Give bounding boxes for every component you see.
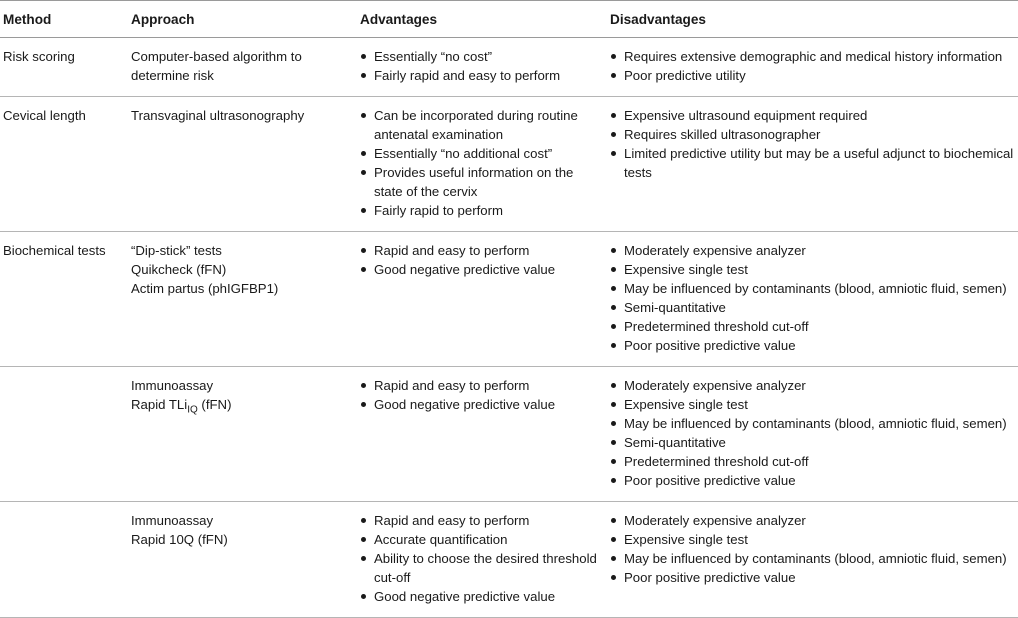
method-cell bbox=[0, 502, 126, 618]
disadvantage-item: May be influenced by contaminants (blood, amniotic fluid, semen) bbox=[610, 279, 1018, 298]
table-row bbox=[0, 232, 1018, 367]
disadvantages-cell bbox=[604, 367, 1018, 502]
disadvantage-item: Predetermined threshold cut-off bbox=[610, 317, 1018, 336]
disadvantage-item: Poor predictive utility bbox=[610, 66, 1018, 85]
disadvantage-item: Moderately expensive analyzer bbox=[610, 511, 1018, 530]
table-row bbox=[0, 97, 1018, 232]
disadvantage-item: Requires extensive demographic and medical history information bbox=[610, 47, 1018, 66]
disadvantage-item: Expensive single test bbox=[610, 260, 1018, 279]
disadvantage-item: Limited predictive utility but may be a useful adjunct to biochemical tests bbox=[610, 144, 1018, 182]
approach-line-prefix: Rapid TLi bbox=[131, 397, 188, 412]
header-advantages: Advantages bbox=[354, 1, 604, 38]
disadvantages-list bbox=[610, 47, 1018, 85]
advantage-item: Provides useful information on the state of the cervix bbox=[360, 163, 604, 201]
disadvantage-item: Semi-quantitative bbox=[610, 433, 1018, 452]
advantages-list bbox=[360, 511, 604, 606]
advantage-item: Fairly rapid and easy to perform bbox=[360, 66, 604, 85]
advantage-item: Essentially “no cost” bbox=[360, 47, 604, 66]
approach-cell bbox=[126, 232, 354, 367]
advantage-item: Essentially “no additional cost” bbox=[360, 144, 604, 163]
advantages-list bbox=[360, 376, 604, 414]
advantage-item: Rapid and easy to perform bbox=[360, 376, 604, 395]
approach-line-subscript: IQ bbox=[187, 404, 198, 416]
disadvantage-item: Poor positive predictive value bbox=[610, 568, 1018, 587]
disadvantages-cell bbox=[604, 232, 1018, 367]
advantages-cell bbox=[354, 38, 604, 97]
advantages-cell bbox=[354, 97, 604, 232]
advantage-item: Good negative predictive value bbox=[360, 395, 604, 414]
advantage-item: Good negative predictive value bbox=[360, 260, 604, 279]
advantages-cell bbox=[354, 502, 604, 618]
method-cell bbox=[0, 367, 126, 502]
approach-line: Actim partus (phIGFBP1) bbox=[131, 281, 279, 296]
disadvantage-item: Semi-quantitative bbox=[610, 298, 1018, 317]
table-row bbox=[0, 502, 1018, 618]
advantages-list bbox=[360, 47, 604, 85]
approach-line: Rapid 10Q (fFN) bbox=[131, 532, 228, 547]
disadvantages-cell bbox=[604, 38, 1018, 97]
disadvantage-item: Requires skilled ultrasonographer bbox=[610, 125, 1018, 144]
approach-cell bbox=[126, 38, 354, 97]
approach-line bbox=[131, 395, 354, 420]
advantage-item: Rapid and easy to perform bbox=[360, 511, 604, 530]
advantage-item: Rapid and easy to perform bbox=[360, 241, 604, 260]
approach-line: “Dip-stick” tests bbox=[131, 243, 222, 258]
disadvantage-item: Moderately expensive analyzer bbox=[610, 241, 1018, 260]
table-body bbox=[0, 38, 1018, 618]
disadvantage-item: Moderately expensive analyzer bbox=[610, 376, 1018, 395]
advantage-item: Can be incorporated during routine antenatal examination bbox=[360, 106, 604, 144]
approach-cell bbox=[126, 97, 354, 232]
approach-line: determine risk bbox=[131, 68, 214, 83]
header-approach: Approach bbox=[126, 1, 354, 38]
header-method: Method bbox=[0, 1, 126, 38]
approach-line: Immunoassay bbox=[131, 378, 214, 393]
approach-line: Immunoassay bbox=[131, 513, 214, 528]
disadvantages-list bbox=[610, 511, 1018, 587]
approach-cell bbox=[126, 367, 354, 502]
approach-line: Computer-based algorithm to bbox=[131, 49, 302, 64]
header-disadvantages: Disadvantages bbox=[604, 1, 1018, 38]
disadvantage-item: May be influenced by contaminants (blood, amniotic fluid, semen) bbox=[610, 549, 1018, 568]
approach-line: Transvaginal ultrasonography bbox=[131, 108, 305, 123]
disadvantages-list bbox=[610, 376, 1018, 490]
advantages-cell bbox=[354, 367, 604, 502]
method-cell: Risk scoring bbox=[0, 38, 126, 97]
disadvantages-cell bbox=[604, 502, 1018, 618]
approach-line-suffix: (fFN) bbox=[197, 397, 232, 412]
method-cell: Biochemical tests bbox=[0, 232, 126, 367]
method-cell: Cevical length bbox=[0, 97, 126, 232]
advantage-item: Fairly rapid to perform bbox=[360, 201, 604, 220]
disadvantage-item: Expensive ultrasound equipment required bbox=[610, 106, 1018, 125]
disadvantage-item: Poor positive predictive value bbox=[610, 471, 1018, 490]
disadvantages-cell bbox=[604, 97, 1018, 232]
disadvantages-list bbox=[610, 241, 1018, 355]
table-row bbox=[0, 367, 1018, 502]
disadvantages-list bbox=[610, 106, 1018, 182]
approach-cell bbox=[126, 502, 354, 618]
advantages-cell bbox=[354, 232, 604, 367]
disadvantage-item: Expensive single test bbox=[610, 395, 1018, 414]
advantages-list bbox=[360, 106, 604, 220]
disadvantage-item: Poor positive predictive value bbox=[610, 336, 1018, 355]
disadvantage-item: May be influenced by contaminants (blood, amniotic fluid, semen) bbox=[610, 414, 1018, 433]
header-row bbox=[0, 1, 1018, 38]
approach-line: Quikcheck (fFN) bbox=[131, 262, 227, 277]
disadvantage-item: Predetermined threshold cut-off bbox=[610, 452, 1018, 471]
disadvantage-item: Expensive single test bbox=[610, 530, 1018, 549]
table-row bbox=[0, 38, 1018, 97]
advantage-item: Ability to choose the desired threshold cut-off bbox=[360, 549, 604, 587]
advantage-item: Accurate quantification bbox=[360, 530, 604, 549]
advantage-item: Good negative predictive value bbox=[360, 587, 604, 606]
advantages-list bbox=[360, 241, 604, 279]
